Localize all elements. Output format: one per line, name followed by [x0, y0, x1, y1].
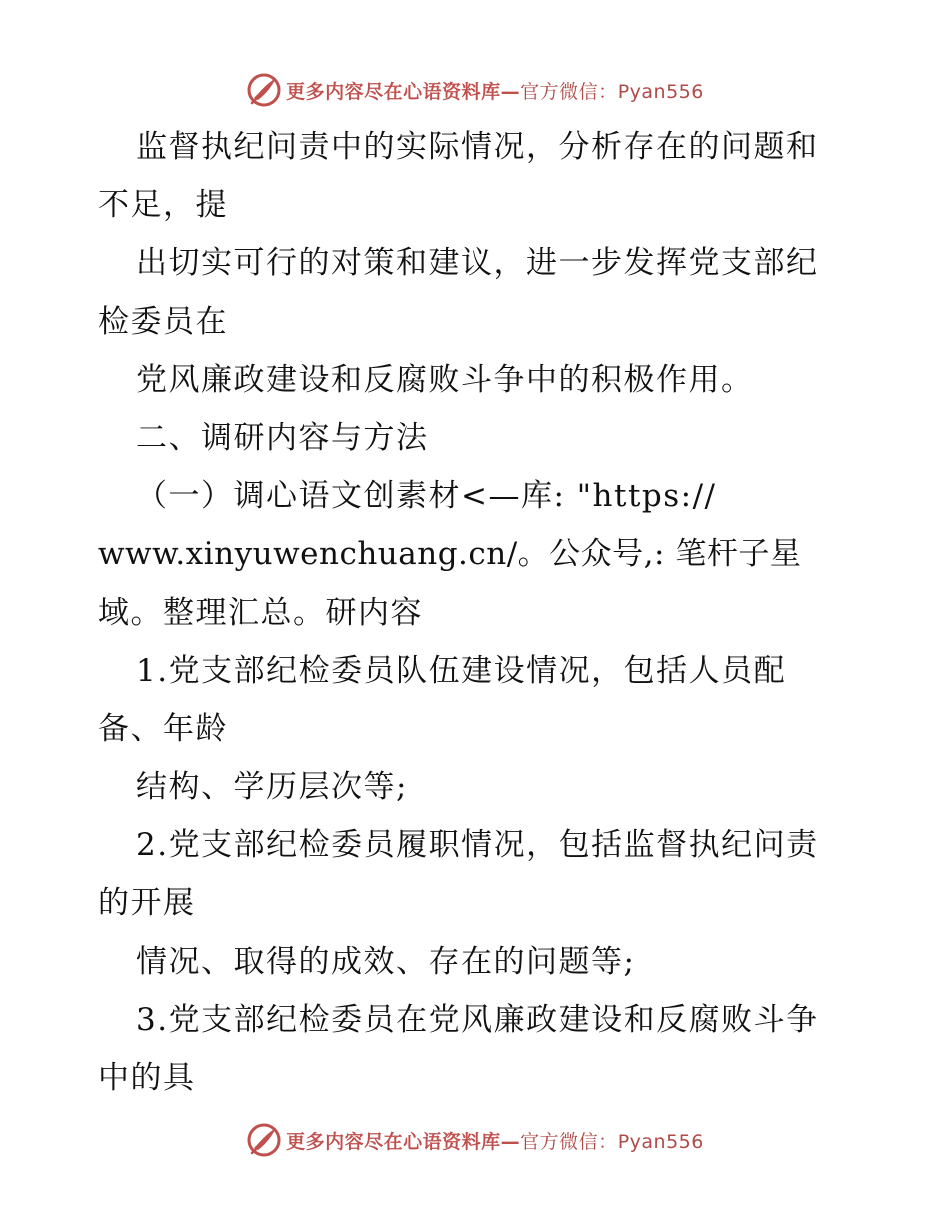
page-header-banner — [0, 70, 950, 110]
page-footer-banner — [0, 1120, 950, 1160]
text-line: 情况、取得的成效、存在的问题等; — [136, 943, 636, 980]
document-body — [98, 118, 868, 1107]
banner-text — [286, 77, 704, 104]
text-line: 中的具 — [98, 1060, 196, 1096]
text-line: 域。整理汇总。研内容 — [98, 594, 423, 631]
banner-wechat-id: Pyan556 — [617, 80, 704, 103]
subsection-heading: （一）调心语文创素材<—库: "https:// — [136, 478, 717, 515]
text-line: 党风廉政建设和反腐败斗争中的积极作用。 — [136, 361, 754, 398]
list-item: 3.党支部纪检委员在党风廉政建设和反腐败斗争 — [136, 1001, 819, 1038]
text-line: 检委员在 — [98, 303, 228, 340]
banner-wechat-label: 官方微信： — [520, 80, 618, 103]
text-line: 监督执纪问责中的实际情况，分析存在的问题和 — [136, 129, 819, 165]
text-line: 出切实可行的对策和建议，进一步发挥党支部纪 — [136, 245, 819, 282]
text-line: 的开展 — [98, 885, 196, 922]
list-item: 2.党支部纪检委员履职情况，包括监督执纪问责 — [136, 827, 819, 864]
text-line: www.xinyuwenchuang.cn/。公众号,: 笔杆子星 — [98, 536, 802, 573]
banner-wechat-label: 官方微信： — [520, 1130, 618, 1153]
list-item: 1.党支部纪检委员队伍建设情况，包括人员配 — [136, 652, 787, 689]
banner-main-text: 更多内容尽在心语资料库— — [286, 1130, 521, 1153]
banner-wechat-id: Pyan556 — [617, 1130, 704, 1153]
banner-main-text: 更多内容尽在心语资料库— — [286, 80, 521, 103]
quill-pen-logo-icon — [246, 1122, 282, 1158]
banner-text — [286, 1127, 704, 1154]
quill-pen-logo-icon — [246, 72, 282, 108]
text-line: 不足，提 — [98, 187, 228, 224]
text-line: 备、年龄 — [98, 710, 228, 747]
text-line: 结构、学历层次等; — [136, 769, 408, 806]
section-heading: 二、调研内容与方法 — [136, 419, 429, 456]
